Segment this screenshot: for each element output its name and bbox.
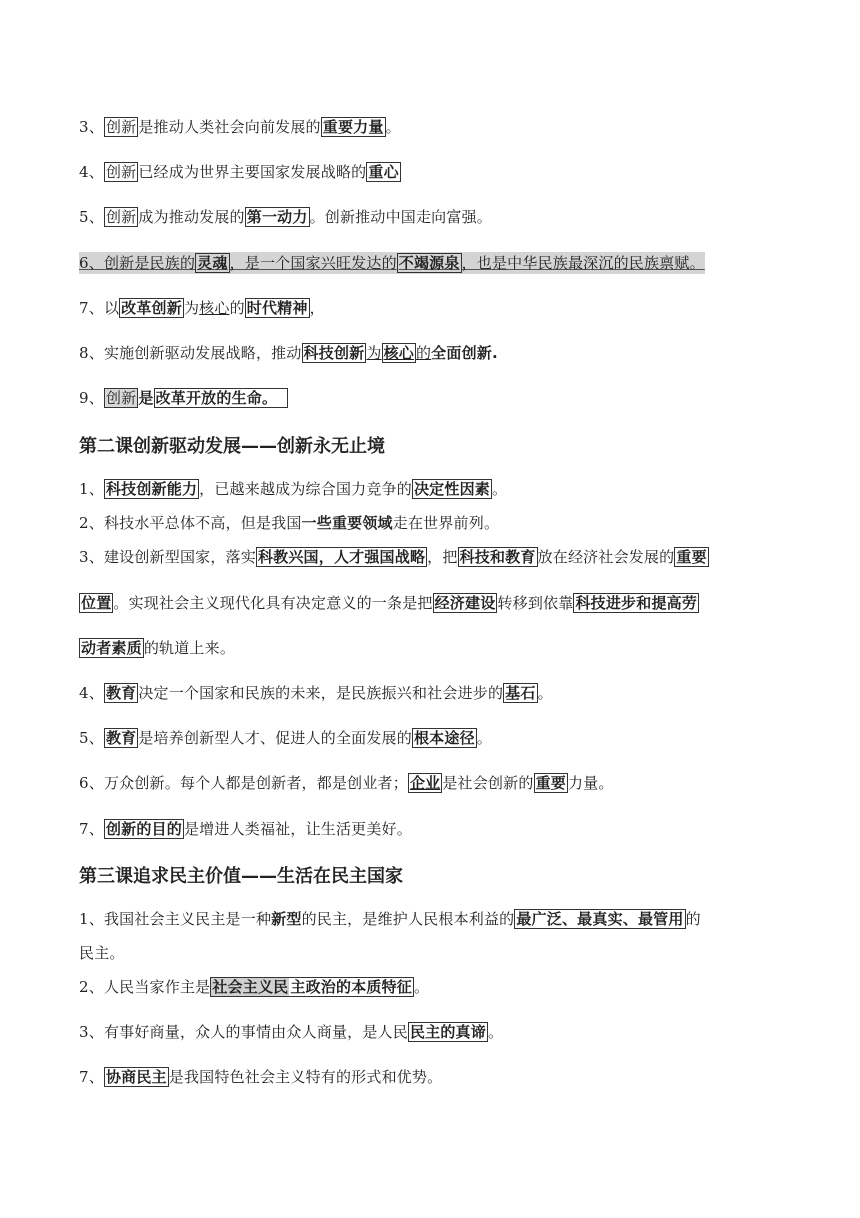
boxed-term: 社会主义民 (212, 978, 289, 996)
boxed-term: 科技创新 (303, 344, 365, 362)
point-6: 6、万众创新。每个人都是创新者，都是创业者； 企业 是社会创新的 重要 力量。 (79, 774, 614, 792)
boxed-term: 科技创新能力 (105, 480, 198, 498)
boxed-term: 基石 (505, 684, 536, 702)
underlined-term: 核心 (199, 299, 230, 317)
section-heading: 第二课创新驱动发展——创新永无止境 (79, 436, 385, 457)
section-heading: 第三课追求民主价值——生活在民主国家 (79, 866, 403, 887)
boxed-term: 科技和教育 (459, 548, 536, 566)
point-3: 3、有事好商量，众人的事情由众人商量，是人民 民主的真谛 。 (79, 1023, 504, 1041)
point-4: 4、 创新 已经成为世界主要国家发展战略的 重心 (79, 163, 399, 181)
boxed-term: 重要 (676, 548, 707, 566)
bold-term: 新型 (271, 910, 302, 928)
point-2: 2、科技水平总体不高，但是我国一些重要领域走在世界前列。 (79, 514, 500, 532)
boxed-term: 决定性因素 (413, 480, 490, 498)
boxed-term: 重要 (535, 774, 566, 792)
boxed-term: 教育 (105, 729, 137, 747)
point-1-line-2: 民主。 (79, 944, 125, 962)
boxed-term: 根本途径 (413, 729, 475, 747)
boxed-term: 核心 (383, 344, 414, 362)
boxed-term: 经济建设 (434, 594, 496, 612)
point-3: 3、 创新 是推动人类社会向前发展的 重要力量 。 (79, 118, 401, 136)
point-3-line-2: 位置 。实现社会主义现代化具有决定意义的一条是把 经济建设 转移到依靠 科技进步和提高劳 (81, 594, 698, 612)
point-7: 7、以 改革创新 为核心的 时代精神 ， (79, 299, 325, 317)
boxed-term: 创新 (105, 208, 137, 226)
point-8: 8、实施创新驱动发展战略，推动 科技创新 为 核心 的全面创新. (79, 344, 498, 362)
boxed-term: 企业 (409, 774, 441, 792)
boxed-term: 创新 (105, 118, 137, 136)
boxed-term: 改革开放的生命。 (154, 388, 289, 408)
point-9: 9、 创新 是 改革开放的生命。 (79, 387, 288, 409)
point-1: 1、 科技创新能力 ，已越来越成为综合国力竞争的 决定性因素 。 (79, 480, 508, 498)
boxed-term: 改革创新 (121, 299, 182, 317)
point-2: 2、人民当家作主是 社会主义民 主政治的本质特征 。 (79, 978, 430, 996)
boxed-term: 灵魂 (197, 254, 228, 272)
boxed-term: 动者素质 (81, 639, 142, 657)
point-1-line-1: 1、我国社会主义民主是一种新型的民主，是维护人民根本利益的 最广泛、最真实、最管用 的 (79, 910, 701, 928)
boxed-term: 科技进步和提高劳 (575, 594, 698, 612)
boxed-term: 位置 (81, 594, 112, 612)
boxed-term: 科教兴国，人才强国战略 (257, 548, 426, 566)
point-7: 7、 创新的目的 是增进人类福祉，让生活更美好。 (79, 820, 412, 838)
boxed-term: 主政治的本质特征 (290, 978, 412, 996)
boxed-term: 创新的目的 (105, 820, 182, 838)
boxed-term: 协商民主 (105, 1068, 167, 1086)
point-3-line-3: 动者素质 的轨道上来。 (81, 639, 236, 657)
point-5: 5、 教育 是培养创新型人才、促进人的全面发展的 根本途径 。 (79, 729, 492, 747)
bold-term: 一些重要领域 (301, 514, 393, 532)
boxed-term: 第一动力 (246, 208, 308, 226)
point-3-line-1: 3、建设创新型国家，落实 科教兴国，人才强国战略 ，把 科技和教育 放在经济社会发展的 重要 (79, 548, 707, 566)
point-5: 5、 创新 成为推动发展的 第一动力 。创新推动中国走向富强。 (79, 208, 492, 226)
point-7: 7、 协商民主 是我国特色社会主义特有的形式和优势。 (79, 1068, 443, 1086)
boxed-term: 重心 (368, 163, 399, 181)
boxed-term: 教育 (105, 684, 137, 702)
point-6-highlighted: 6、创新是民族的 灵魂 ，是一个国家兴旺发达的 不竭源泉 ，也是中华民族最深沉的民族禀赋。 (79, 254, 705, 272)
boxed-term: 不竭源泉 (398, 254, 460, 272)
bold-term: 全面创新. (431, 344, 498, 362)
boxed-term: 重要力量 (322, 118, 384, 136)
point-4: 4、 教育 决定一个国家和民族的未来，是民族振兴和社会进步的 基石 。 (79, 684, 553, 702)
boxed-term: 创新 (105, 163, 137, 181)
boxed-term: 时代精神 (246, 299, 308, 317)
boxed-term: 创新 (105, 389, 137, 407)
boxed-term: 民主的真谛 (409, 1023, 486, 1041)
boxed-term: 最广泛、最真实、最管用 (516, 910, 684, 928)
